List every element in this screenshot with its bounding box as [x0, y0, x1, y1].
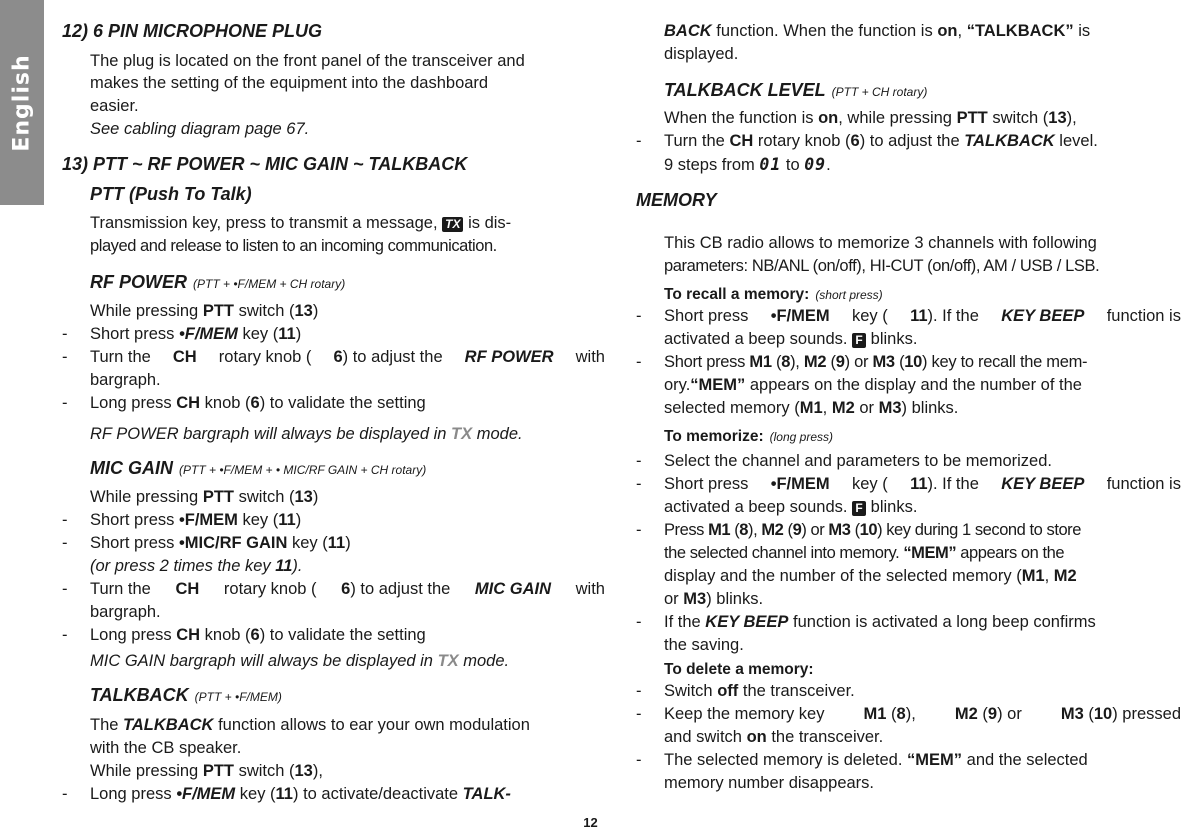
- text: (: [787, 521, 793, 539]
- memorize-step-2-cont: [664, 496, 1181, 519]
- recall-title: [664, 283, 1181, 307]
- text: ),: [1066, 109, 1077, 127]
- recall-step-2-cont: [664, 374, 1181, 397]
- heading-text: MIC GAIN: [90, 458, 173, 478]
- key: PTT: [202, 762, 234, 780]
- text: ) to validate the setting: [259, 626, 426, 644]
- memorize-step-3-cont: [664, 588, 1181, 611]
- key: M2: [1053, 567, 1077, 585]
- text: key (: [239, 785, 276, 803]
- bullet-dash: -: [62, 534, 68, 552]
- text: The: [90, 716, 119, 734]
- num: 11: [278, 325, 296, 343]
- rf-while-line: [90, 300, 605, 323]
- tb-body-line: with the CB speaker.: [90, 739, 242, 757]
- mic-gain-title: [90, 457, 605, 482]
- display-label: “TALKBACK”: [966, 22, 1074, 40]
- bullet-dash: -: [636, 307, 642, 325]
- text: 9 steps from: [664, 156, 755, 174]
- text: While pressing: [90, 762, 199, 780]
- text: ) or: [844, 353, 869, 371]
- bullet-dash: -: [636, 132, 642, 150]
- text: ) or: [801, 521, 825, 539]
- text: Short press: [664, 475, 749, 493]
- talkback-title: [90, 684, 605, 709]
- text: rotary knob (: [757, 132, 851, 150]
- text: is: [1078, 22, 1091, 40]
- ptt-title: PTT (Push To Talk): [90, 184, 252, 204]
- key: M3: [872, 353, 895, 371]
- text: ): [312, 302, 319, 320]
- text: ) blinks.: [706, 590, 764, 608]
- text: ory.: [664, 376, 691, 394]
- lcd-digits: 09: [804, 155, 827, 174]
- key: M3: [1060, 705, 1084, 723]
- text: (: [776, 353, 782, 371]
- key: KEY BEEP: [1001, 475, 1085, 493]
- key: M3: [683, 590, 707, 608]
- num: 6: [333, 348, 343, 366]
- state: off: [717, 682, 739, 700]
- text: Switch: [664, 682, 713, 700]
- text: .: [826, 156, 831, 174]
- delete-title: To delete a memory:: [664, 661, 814, 678]
- heading-text: RF POWER: [90, 272, 187, 292]
- text: ).: [292, 557, 303, 575]
- key: M2: [954, 705, 978, 723]
- heading-hint: (PTT + CH rotary): [831, 85, 928, 99]
- delete-step-2-cont: [664, 726, 1181, 749]
- delete-step-3-cont: memory number disappears.: [664, 774, 875, 792]
- text: (: [1088, 705, 1094, 723]
- text: Turn the: [90, 348, 151, 366]
- language-side-tab: [0, 0, 44, 205]
- text: blinks.: [870, 330, 918, 348]
- key: TALK-: [462, 785, 511, 803]
- text: (: [899, 353, 905, 371]
- text: and switch: [664, 728, 742, 746]
- s12-body-line: makes the setting of the equipment into the dashboard: [90, 74, 489, 92]
- display-label: “MEM”: [907, 751, 963, 769]
- text: selected memory (: [664, 399, 800, 417]
- tbl-step-1-cont: [664, 153, 1181, 177]
- recall-step-2-cont: [664, 397, 1181, 420]
- num: 13: [294, 302, 313, 320]
- bullet-dash: -: [62, 626, 68, 644]
- text: While pressing: [90, 488, 199, 506]
- num: 13: [294, 762, 313, 780]
- text: Long press: [90, 394, 172, 412]
- text: (: [982, 705, 988, 723]
- key: M1: [708, 521, 731, 539]
- text: RF POWER bargraph will always be displayed in: [90, 425, 447, 443]
- text: ) key during 1 second to store: [877, 521, 1081, 539]
- text: Short press: [90, 325, 175, 343]
- key: CH: [172, 348, 197, 366]
- heading-hint: (long press): [769, 430, 833, 444]
- num: 6: [850, 132, 860, 150]
- text: rotary knob (: [218, 348, 312, 366]
- num: 8: [739, 521, 749, 539]
- text: and the selected: [966, 751, 1088, 769]
- key: MIC GAIN: [474, 580, 552, 598]
- text: key (: [851, 307, 888, 325]
- text: mode.: [463, 652, 510, 670]
- tx-indicator-icon: TX: [442, 217, 463, 232]
- text: ),: [748, 521, 758, 539]
- text: ) blinks.: [901, 399, 959, 417]
- tb-cont-line: [664, 20, 1181, 43]
- heading-text: TALKBACK: [90, 685, 189, 705]
- text: with: [575, 580, 605, 598]
- text: ,: [822, 399, 828, 417]
- text: ,: [957, 22, 963, 40]
- tbl-body-line: [664, 107, 1181, 130]
- text: ,: [1044, 567, 1050, 585]
- key: CH: [176, 394, 201, 412]
- heading-hint: (PTT + •F/MEM + • MIC/RF GAIN + CH rotary): [179, 463, 427, 477]
- text: Transmission key, press to transmit a message,: [90, 214, 438, 232]
- text: or: [664, 590, 679, 608]
- recall-step-1-cont: [664, 328, 1181, 351]
- text: key (: [242, 511, 279, 529]
- text: ) key to recall the mem-: [922, 353, 1088, 371]
- text: ),: [905, 705, 916, 723]
- text: Long press: [90, 785, 172, 803]
- text: level.: [1059, 132, 1098, 150]
- text: the selected channel into memory.: [664, 544, 900, 562]
- key: PTT: [202, 488, 234, 506]
- text: is dis-: [468, 214, 512, 232]
- key: KEY BEEP: [1001, 307, 1085, 325]
- text: function. When the function is: [716, 22, 933, 40]
- bullet-dash: -: [62, 580, 68, 598]
- bullet-dash: -: [636, 751, 642, 769]
- text: appears on the display and the number of the: [749, 376, 1082, 394]
- key: M1: [863, 705, 887, 723]
- key: M2: [831, 399, 855, 417]
- text: , while pressing: [838, 109, 952, 127]
- memorize-step-3-cont: [664, 542, 1181, 565]
- bullet-dash: -: [636, 452, 642, 470]
- text: blinks.: [870, 498, 918, 516]
- ptt-body-line: [90, 212, 605, 235]
- text: MIC GAIN bargraph will always be displayed in: [90, 652, 433, 670]
- text: key (: [292, 534, 328, 552]
- memorize-step-4-cont: the saving.: [664, 636, 744, 654]
- page-number: 12: [583, 815, 598, 830]
- memorize-step-3-cont: [664, 565, 1181, 588]
- text: key (: [242, 325, 279, 343]
- text: the transceiver.: [742, 682, 855, 700]
- mem-body-line: This CB radio allows to memorize 3 channels with following: [664, 234, 1097, 252]
- text: Select the channel and parameters to be memorized.: [664, 452, 1052, 470]
- memory-title: MEMORY: [636, 190, 717, 210]
- text: ) to validate the setting: [259, 394, 426, 412]
- mic-step-3-cont: bargraph.: [90, 603, 161, 621]
- num: 13: [294, 488, 313, 506]
- num: 6: [250, 626, 260, 644]
- talkback-level-title: [664, 79, 1181, 104]
- bullet-dash: -: [636, 475, 642, 493]
- text: ): [295, 511, 302, 529]
- key: TALKBACK: [964, 132, 1055, 150]
- state: on: [937, 22, 958, 40]
- state: on: [818, 109, 839, 127]
- text: ): [312, 488, 319, 506]
- text: Short press: [664, 353, 746, 371]
- key: BACK: [664, 22, 712, 40]
- num: 10: [904, 353, 923, 371]
- key: CH: [175, 580, 200, 598]
- num: 13: [1048, 109, 1067, 127]
- text: display and the number of the selected memory (: [664, 567, 1022, 585]
- f-indicator-icon: F: [852, 333, 866, 348]
- bullet-dash: -: [62, 348, 68, 366]
- heading-hint: (PTT + •F/MEM + CH rotary): [193, 277, 346, 291]
- heading-text: To recall a memory:: [664, 286, 810, 303]
- text: to: [785, 156, 800, 174]
- mic-note: [90, 650, 605, 673]
- key: PTT: [202, 302, 234, 320]
- text: appears on the: [960, 544, 1065, 562]
- key: •F/MEM: [178, 325, 238, 343]
- bullet-dash: -: [62, 511, 68, 529]
- key: M1: [799, 399, 823, 417]
- key: •MIC/RF GAIN: [178, 534, 288, 552]
- text: (: [734, 521, 740, 539]
- text: function is activated a long beep confirms: [793, 613, 1096, 631]
- text: Press: [664, 521, 704, 539]
- mem-body-line: parameters: NB/ANL (on/off), HI-CUT (on/off), AM / USB / LSB.: [664, 257, 1100, 275]
- num: 9: [987, 705, 998, 723]
- num: 8: [781, 353, 791, 371]
- num: 11: [275, 557, 293, 575]
- text: (or press 2 times the key: [90, 557, 271, 575]
- text: function is: [1106, 307, 1181, 325]
- text: switch (: [238, 302, 295, 320]
- text: Long press: [90, 626, 172, 644]
- num: 10: [1093, 705, 1113, 723]
- tb-body-line: [90, 714, 605, 737]
- text: with: [575, 348, 605, 366]
- text: switch (: [238, 488, 295, 506]
- heading-hint: (PTT + •F/MEM): [194, 690, 282, 704]
- text: switch (: [238, 762, 295, 780]
- text: While pressing: [90, 302, 199, 320]
- text: Turn the: [664, 132, 725, 150]
- s12-body-line: The plug is located on the front panel of the transceiver and: [90, 52, 525, 70]
- num: 11: [910, 307, 928, 325]
- heading-text: To memorize:: [664, 428, 764, 445]
- text: knob (: [204, 626, 251, 644]
- key: •F/MEM: [176, 785, 236, 803]
- bullet-dash: -: [62, 325, 68, 343]
- text: ),: [312, 762, 323, 780]
- s12-body-line: easier.: [90, 97, 139, 115]
- text: ) to activate/deactivate: [292, 785, 459, 803]
- mic-step-2-note: [90, 555, 605, 578]
- language-label: English: [9, 53, 35, 152]
- display-label: “MEM”: [903, 544, 957, 562]
- text: Short press: [90, 511, 175, 529]
- text: ),: [790, 353, 800, 371]
- text: ). If the: [927, 475, 979, 493]
- key: PTT: [956, 109, 988, 127]
- text: function allows to ear your own modulation: [218, 716, 530, 734]
- text: ). If the: [927, 307, 979, 325]
- text: knob (: [204, 394, 251, 412]
- num: 11: [910, 475, 928, 493]
- text: ) or: [997, 705, 1022, 723]
- tx-label: TX: [451, 425, 473, 443]
- num: 6: [341, 580, 351, 598]
- text: Short press: [90, 534, 175, 552]
- key: CH: [729, 132, 754, 150]
- text: (: [854, 521, 860, 539]
- key: M2: [761, 521, 784, 539]
- text: activated a beep sounds.: [664, 498, 848, 516]
- text: switch (: [992, 109, 1049, 127]
- state: on: [746, 728, 767, 746]
- text: mode.: [476, 425, 523, 443]
- ptt-body-line: played and release to listen to an incoming communication.: [90, 237, 497, 255]
- num: 9: [835, 353, 845, 371]
- text: or: [859, 399, 875, 417]
- num: 11: [275, 785, 293, 803]
- key: RF POWER: [464, 348, 554, 366]
- display-label: “MEM”: [690, 376, 746, 394]
- text: (: [891, 705, 897, 723]
- bullet-dash: -: [636, 521, 642, 539]
- text: ): [345, 534, 351, 552]
- tb-cont-line: displayed.: [664, 45, 739, 63]
- num: 11: [327, 534, 346, 552]
- text: Turn the: [90, 580, 151, 598]
- key: •F/MEM: [770, 475, 830, 493]
- bullet-dash: -: [62, 394, 68, 412]
- mic-while-line: [90, 486, 605, 509]
- key: M1: [1021, 567, 1045, 585]
- text: activated a beep sounds.: [664, 330, 848, 348]
- bullet-dash: -: [636, 613, 642, 631]
- text: Keep the memory key: [664, 705, 825, 723]
- text: ) to adjust the: [350, 580, 451, 598]
- rf-power-title: [90, 271, 605, 296]
- heading-hint: (short press): [815, 288, 883, 302]
- text: rotary knob (: [223, 580, 317, 598]
- text: ) pressed: [1112, 705, 1181, 723]
- bullet-dash: -: [636, 705, 642, 723]
- key: CH: [176, 626, 201, 644]
- key: M3: [828, 521, 851, 539]
- key: M3: [878, 399, 902, 417]
- tb-while-line: [90, 760, 605, 783]
- bullet-dash: -: [62, 785, 68, 803]
- num: 6: [250, 394, 260, 412]
- rf-note: [90, 423, 605, 446]
- s12-note: See cabling diagram page 67.: [90, 120, 310, 138]
- text: Short press: [664, 307, 749, 325]
- tx-label: TX: [437, 652, 459, 670]
- num: 11: [278, 511, 296, 529]
- text: ): [295, 325, 302, 343]
- bullet-dash: -: [636, 353, 642, 371]
- rf-step-2-cont: bargraph.: [90, 371, 161, 389]
- heading-text: TALKBACK LEVEL: [664, 80, 826, 100]
- memorize-title: [664, 425, 1181, 449]
- section-13-title: 13) PTT ~ RF POWER ~ MIC GAIN ~ TALKBACK: [62, 154, 468, 174]
- key: •F/MEM: [770, 307, 830, 325]
- bullet-dash: -: [636, 682, 642, 700]
- text: If the: [664, 613, 701, 631]
- num: 8: [896, 705, 906, 723]
- lcd-digits: 01: [759, 155, 782, 174]
- text: key (: [851, 475, 888, 493]
- num: 10: [859, 521, 878, 539]
- key: M1: [749, 353, 772, 371]
- text: ) to adjust the: [859, 132, 960, 150]
- text: (: [830, 353, 836, 371]
- text: ) to adjust the: [342, 348, 443, 366]
- key: •F/MEM: [178, 511, 238, 529]
- text: the transceiver.: [771, 728, 884, 746]
- num: 9: [792, 521, 802, 539]
- section-12-title: 12) 6 PIN MICROPHONE PLUG: [62, 21, 323, 41]
- text: function is: [1106, 475, 1181, 493]
- key: M2: [803, 353, 827, 371]
- f-indicator-icon: F: [852, 501, 866, 516]
- key: KEY BEEP: [705, 613, 789, 631]
- text: When the function is: [664, 109, 814, 127]
- key: TALKBACK: [123, 716, 214, 734]
- text: The selected memory is deleted.: [664, 751, 903, 769]
